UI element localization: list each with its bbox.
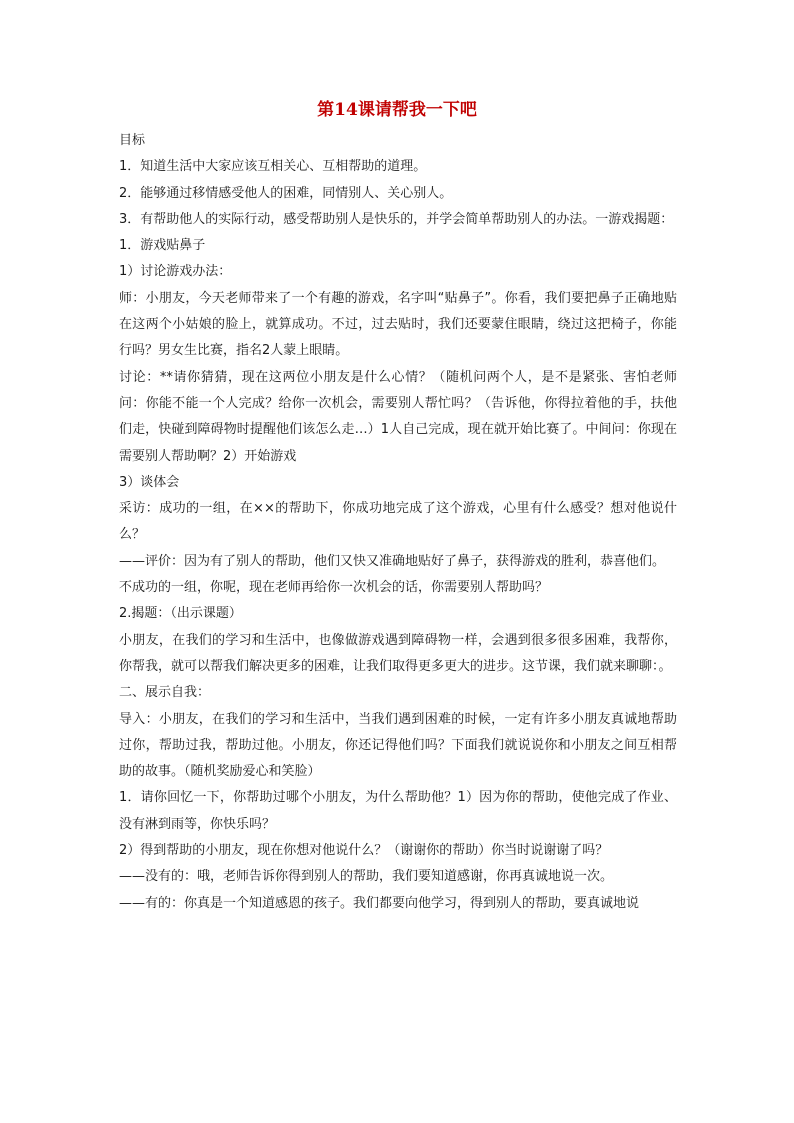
paragraph-discussion: 讨论：**请你猜猜，现在这两位小朋友是什么心情？（随机问两个人，是不是紧张、害怕老师问：你能不能一个人完成？给你一次机会，需要别人帮忙吗？（告诉他，你得拉着他的手，扶他们走，快碰到障碍物时提醒他们该怎么走…）1人自己完成，现在就开始比赛了。中间问：你现在需要别人帮助啊？2）开始游戏: [119, 369, 677, 464]
paragraph-no-thanks: ——没有的：哦，老师告诉你得到别人的帮助，我们要知道感谢，你再真诚地说一次。: [119, 869, 614, 885]
paragraph-reveal-topic: 2.揭题：（出示课题）: [119, 606, 242, 622]
paragraph-thanks: 2）得到帮助的小朋友，现在你想对他说什么？（谢谢你的帮助）你当时说谢谢了吗？: [119, 843, 609, 859]
paragraph-lead-in: 导入：小朋友，在我们的学习和生活中，当我们遇到困难的时候，一定有许多小朋友真诚地帮助过你，帮助过我，帮助过他。小朋友，你还记得他们吗？下面我们就说说你和小朋友之间互相帮助的故事。（随机奖励爱心和笑脸）: [119, 711, 677, 780]
paragraph-objectives-heading: 目标: [119, 133, 146, 148]
paragraph-objective-1: 1．知道生活中大家应该互相关心、互相帮助的道理。: [119, 159, 427, 175]
page-title: 第14课请帮我一下吧: [317, 100, 477, 120]
paragraph-objective-2: 2．能够通过移情感受他人的困难，同情别人、关心别人。: [119, 185, 453, 201]
paragraph-unsuccessful-group: 不成功的一组，你呢，现在老师再给你一次机会的话，你需要别人帮助吗？: [119, 580, 549, 596]
paragraph-game-heading: 1．游戏贴鼻子: [119, 238, 206, 254]
document-body: [119, 128, 677, 917]
paragraph-talk-experience: 3）谈体会: [119, 474, 180, 490]
paragraph-discuss-method: 1）讨论游戏办法：: [119, 264, 232, 280]
paragraph-evaluation: ——评价：因为有了别人的帮助，他们又快又准确地贴好了鼻子，获得游戏的胜利，恭喜他们。: [119, 553, 666, 569]
paragraph-teacher-intro: 师：小朋友，今天老师带来了一个有趣的游戏，名字叫“贴鼻子”。你看，我们要把鼻子正确地贴在这两个小姑娘的脸上，就算成功。不过，过去贴时，我们还要蒙住眼睛，绕过这把椅子，你能行吗？男女生比赛，指名2人蒙上眼睛。: [119, 290, 677, 359]
paragraph-objective-3: 3．有帮助他人的实际行动，感受帮助别人是快乐的，并学会简单帮助别人的办法。一游戏揭题：: [119, 211, 674, 227]
paragraph-topic-intro: 小朋友，在我们的学习和生活中，也像做游戏遇到障碍物一样，会遇到很多很多困难，我帮你，你帮我，就可以帮我们解决更多的困难，让我们取得更多更大的进步。这节课，我们就来聊聊：。: [119, 632, 677, 674]
paragraph-section-2-heading: 二、展示自我：: [119, 685, 211, 701]
paragraph-recall: 1．请你回忆一下，你帮助过哪个小朋友，为什么帮助他？1）因为你的帮助，使他完成了作业、没有淋到雨等，你快乐吗？: [119, 790, 677, 832]
paragraph-interview: 采访：成功的一组，在××的帮助下，你成功地完成了这个游戏，心里有什么感受？想对他说什么？: [119, 501, 677, 543]
paragraph-yes-thanks: ——有的：你真是一个知道感恩的孩子。我们都要向他学习，得到别人的帮助，要真诚地说: [119, 895, 640, 911]
